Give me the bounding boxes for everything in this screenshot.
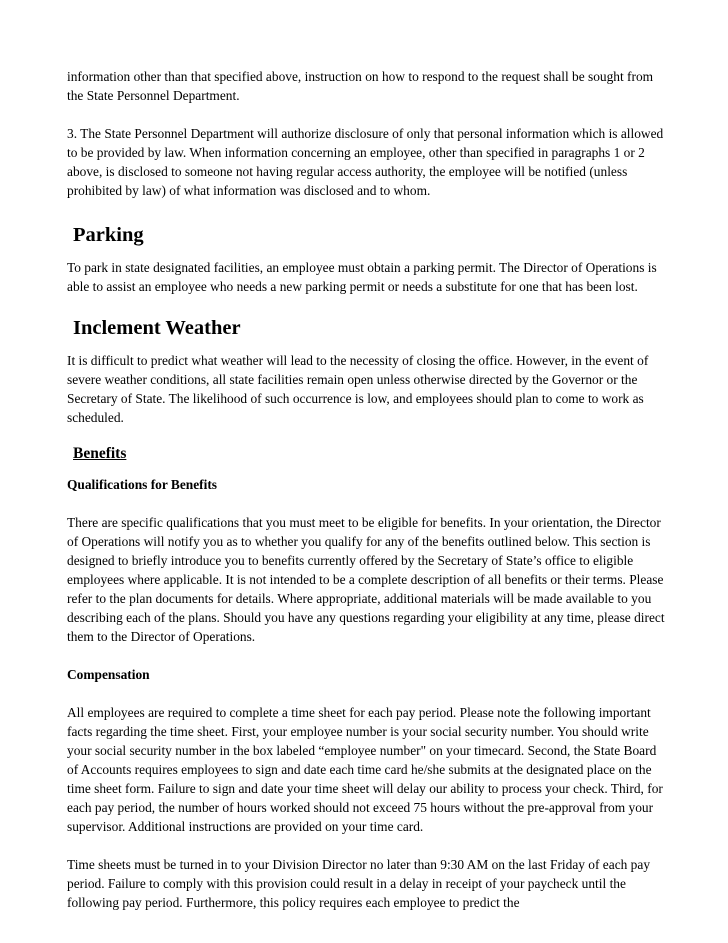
compensation-heading: Compensation bbox=[67, 667, 150, 682]
qualifications-paragraph: There are specific qualifications that you must meet to be eligible for benefits. In your orientation, the Director of Operations will notify you as to whether you qualify for any of the benefits outlined below. This section is designed to briefly introduce you to benefits currently offered by the Secretary of State’s office to eligible employees where applicable. It is not intended to be a complete description of all benefits or their terms. Please refer to the plan documents for details. Where appropriate, additional materials will be made available to you describing each of the plans. Should you have any questions regarding your eligibility at any time, please direct them to the Director of Operations. bbox=[67, 515, 665, 644]
document-page bbox=[67, 67, 665, 912]
spacer bbox=[67, 341, 665, 351]
spacer bbox=[67, 105, 665, 124]
spacer bbox=[67, 200, 665, 222]
spacer bbox=[67, 646, 665, 665]
qualifications-heading: Qualifications for Benefits bbox=[67, 477, 218, 492]
spacer bbox=[67, 427, 665, 443]
spacer bbox=[67, 248, 665, 258]
compensation-paragraph-1: All employees are required to complete a time sheet for each pay period. Please note the following important facts regarding the time sheet. First, your employee number is your social security number. You should write your social security number in the box labeled “employee number" on your timecard. Second, the State Board of Accounts requires employees to sign and date each time card he/she submits at the designated place on the time sheet form. Failure to sign and date your time sheet will delay our ability to process your check. Third, for each pay period, the number of hours worked should not exceed 75 hours without the pre-approval from your supervisor. Additional instructions are provided on your time card. bbox=[67, 705, 663, 834]
parking-heading: Parking bbox=[73, 224, 144, 246]
spacer bbox=[67, 465, 665, 475]
inclement-weather-paragraph: It is difficult to predict what weather will lead to the necessity of closing the office. However, in the event of severe weather conditions, all state facilities remain open unless otherwise directed by the Governor or the Secretary of State. The likelihood of such occurrence is low, and employees should plan to come to work as scheduled. bbox=[67, 353, 649, 425]
intro-paragraph: information other than that specified above, instruction on how to respond to the request shall be sought from the State Personnel Department. bbox=[67, 69, 654, 103]
spacer bbox=[67, 494, 665, 513]
spacer bbox=[67, 684, 665, 703]
inclement-weather-heading: Inclement Weather bbox=[73, 317, 241, 339]
spacer bbox=[67, 836, 665, 855]
item-3-paragraph: 3. The State Personnel Department will authorize disclosure of only that personal information which is allowed to be provided by law. When information concerning an employee, other than specified in paragraphs 1 or 2 above, is disclosed to someone not having regular access authority, the employee will be notified (unless prohibited by law) of what information was disclosed and to whom. bbox=[67, 126, 664, 198]
compensation-paragraph-2: Time sheets must be turned in to your Division Director no later than 9:30 AM on the last Friday of each pay period. Failure to comply with this provision could result in a delay in receipt of your paycheck until the following pay period. Furthermore, this policy requires each employee to predict the bbox=[67, 857, 651, 910]
spacer bbox=[67, 296, 665, 315]
benefits-heading: Benefits bbox=[73, 445, 127, 462]
parking-paragraph: To park in state designated facilities, an employee must obtain a parking permit. The Director of Operations is able to assist an employee who needs a new parking permit or needs a substitute for one that has been lost. bbox=[67, 260, 657, 294]
